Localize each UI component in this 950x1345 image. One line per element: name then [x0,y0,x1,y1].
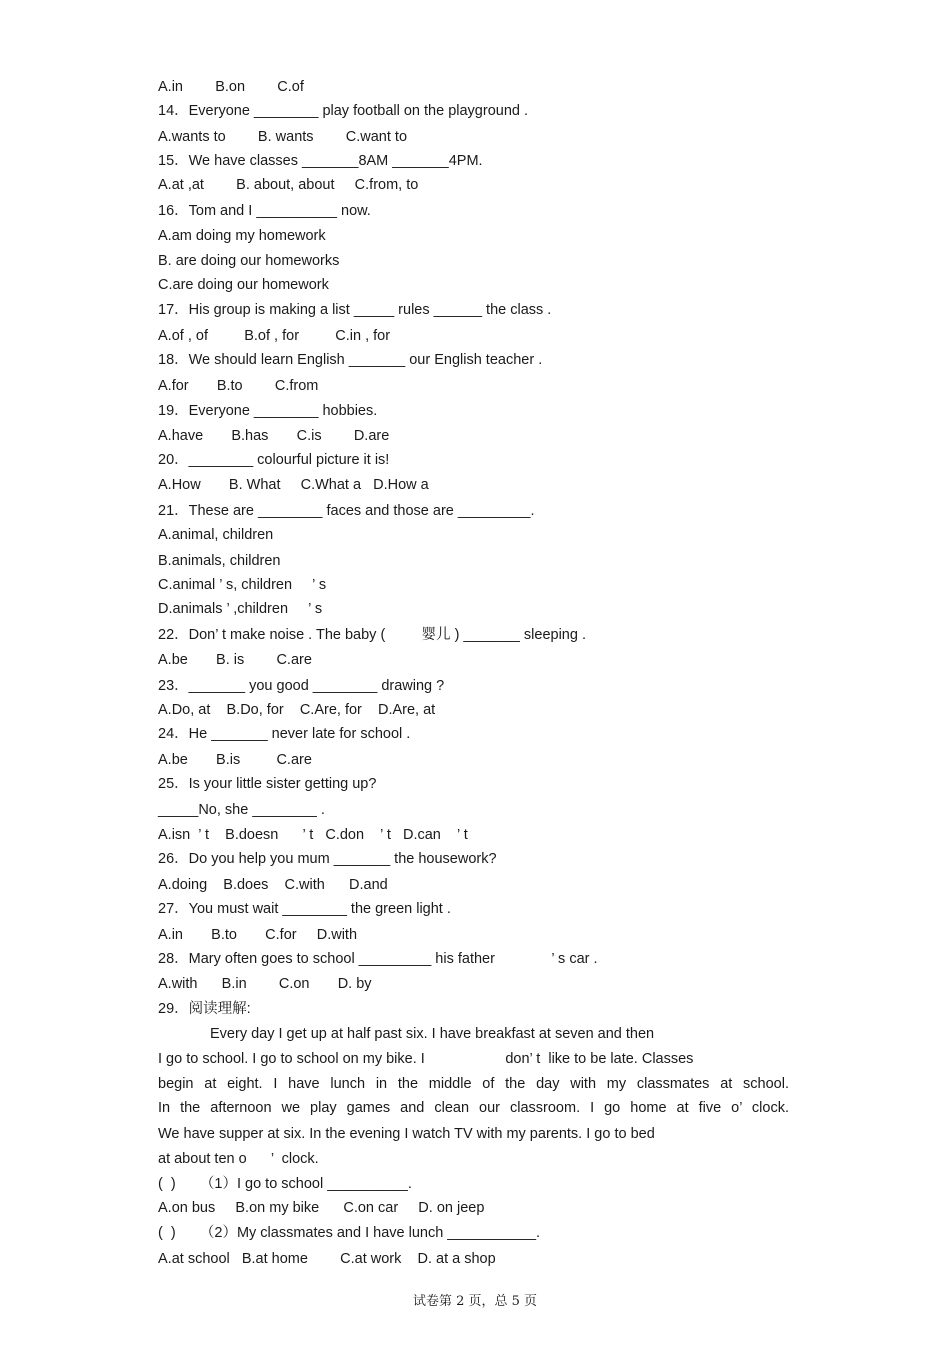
option-line: A.at ,at B. about, about C.from, to [158,177,419,193]
option-line: A.isn ’ t B.doesn ’ t C.don ’ t D.can ’ t [158,827,468,843]
option-line: A.be B. is C.are [158,652,312,668]
option-line: A.on bus B.on my bike C.on car D. on jeep [158,1200,485,1216]
question-15: 15．We have classes _______8AM _______4PM. [158,153,483,169]
passage-line: begin at eight. I have lunch in the middle of the day with my classmates at school. [158,1076,789,1092]
option-line: A.How B. What C.What a D.How a [158,477,429,493]
option-line: A.in B.on C.of [158,79,304,95]
option-line: A.at school B.at home C.at work D. at a shop [158,1251,496,1267]
question-28: 28．Mary often goes to school _________ his father ’ s car . [158,951,598,967]
question-24: 24．He _______ never late for school . [158,726,411,742]
question-21: 21．These are ________ faces and those are _________. [158,503,535,519]
option-line: A.be B.is C.are [158,752,312,768]
dialogue-line: _____No, she ________ . [158,802,325,818]
question-22: 22．Don’ t make noise . The baby ( 婴儿 ) _______ sleeping . [158,627,586,643]
page-footer: 试卷第 2 页，总 5 页 [412,1294,538,1309]
option-line: A.with B.in C.on D. by [158,976,372,992]
option-line: A.in B.to C.for D.with [158,927,358,943]
passage-line: I go to school. I go to school on my bike. I don’ t like to be late. Classes [158,1051,694,1067]
option-line: D.animals ’ ,children ’ s [158,601,323,617]
reading-question-2: ( ) （2）My classmates and I have lunch ___________. [158,1225,541,1241]
option-line: A.of , of B.of , for C.in , for [158,328,391,344]
passage-line: Every day I get up at half past six. I have breakfast at seven and then [210,1026,655,1042]
option-line: A.animal, children [158,527,274,543]
question-19: 19．Everyone ________ hobbies. [158,403,378,419]
question-26: 26．Do you help you mum _______ the housework? [158,851,497,867]
option-line: B.animals, children [158,553,281,569]
question-27: 27．You must wait ________ the green light . [158,901,451,917]
passage-line: We have supper at six. In the evening I watch TV with my parents. I go to bed [158,1126,655,1142]
question-16: 16．Tom and I __________ now. [158,203,371,219]
question-29-heading: 29．阅读理解: [158,1001,251,1017]
question-25: 25．Is your little sister getting up? [158,776,377,792]
question-18: 18．We should learn English _______ our English teacher . [158,352,543,368]
option-line: B. are doing our homeworks [158,253,340,269]
reading-question-1: ( ) （1）I go to school __________. [158,1176,412,1192]
option-line: A.doing B.does C.with D.and [158,877,388,893]
option-line: A.am doing my homework [158,228,326,244]
question-17: 17．His group is making a list _____ rules ______ the class . [158,302,552,318]
option-line: C.are doing our homework [158,277,329,293]
option-line: A.Do, at B.Do, for C.Are, for D.Are, at [158,702,436,718]
option-line: A.for B.to C.from [158,378,319,394]
passage-line: at about ten o ’ clock. [158,1151,319,1167]
question-20: 20．________ colourful picture it is! [158,452,390,468]
question-14: 14．Everyone ________ play football on the playground . [158,103,529,119]
option-line: A.have B.has C.is D.are [158,428,390,444]
option-line: C.animal ’ s, children ’ s [158,577,327,593]
passage-line: In the afternoon we play games and clean our classroom. I go home at five o’ clock. [158,1100,789,1116]
option-line: A.wants to B. wants C.want to [158,129,408,145]
question-23: 23．_______ you good ________ drawing ? [158,678,445,694]
